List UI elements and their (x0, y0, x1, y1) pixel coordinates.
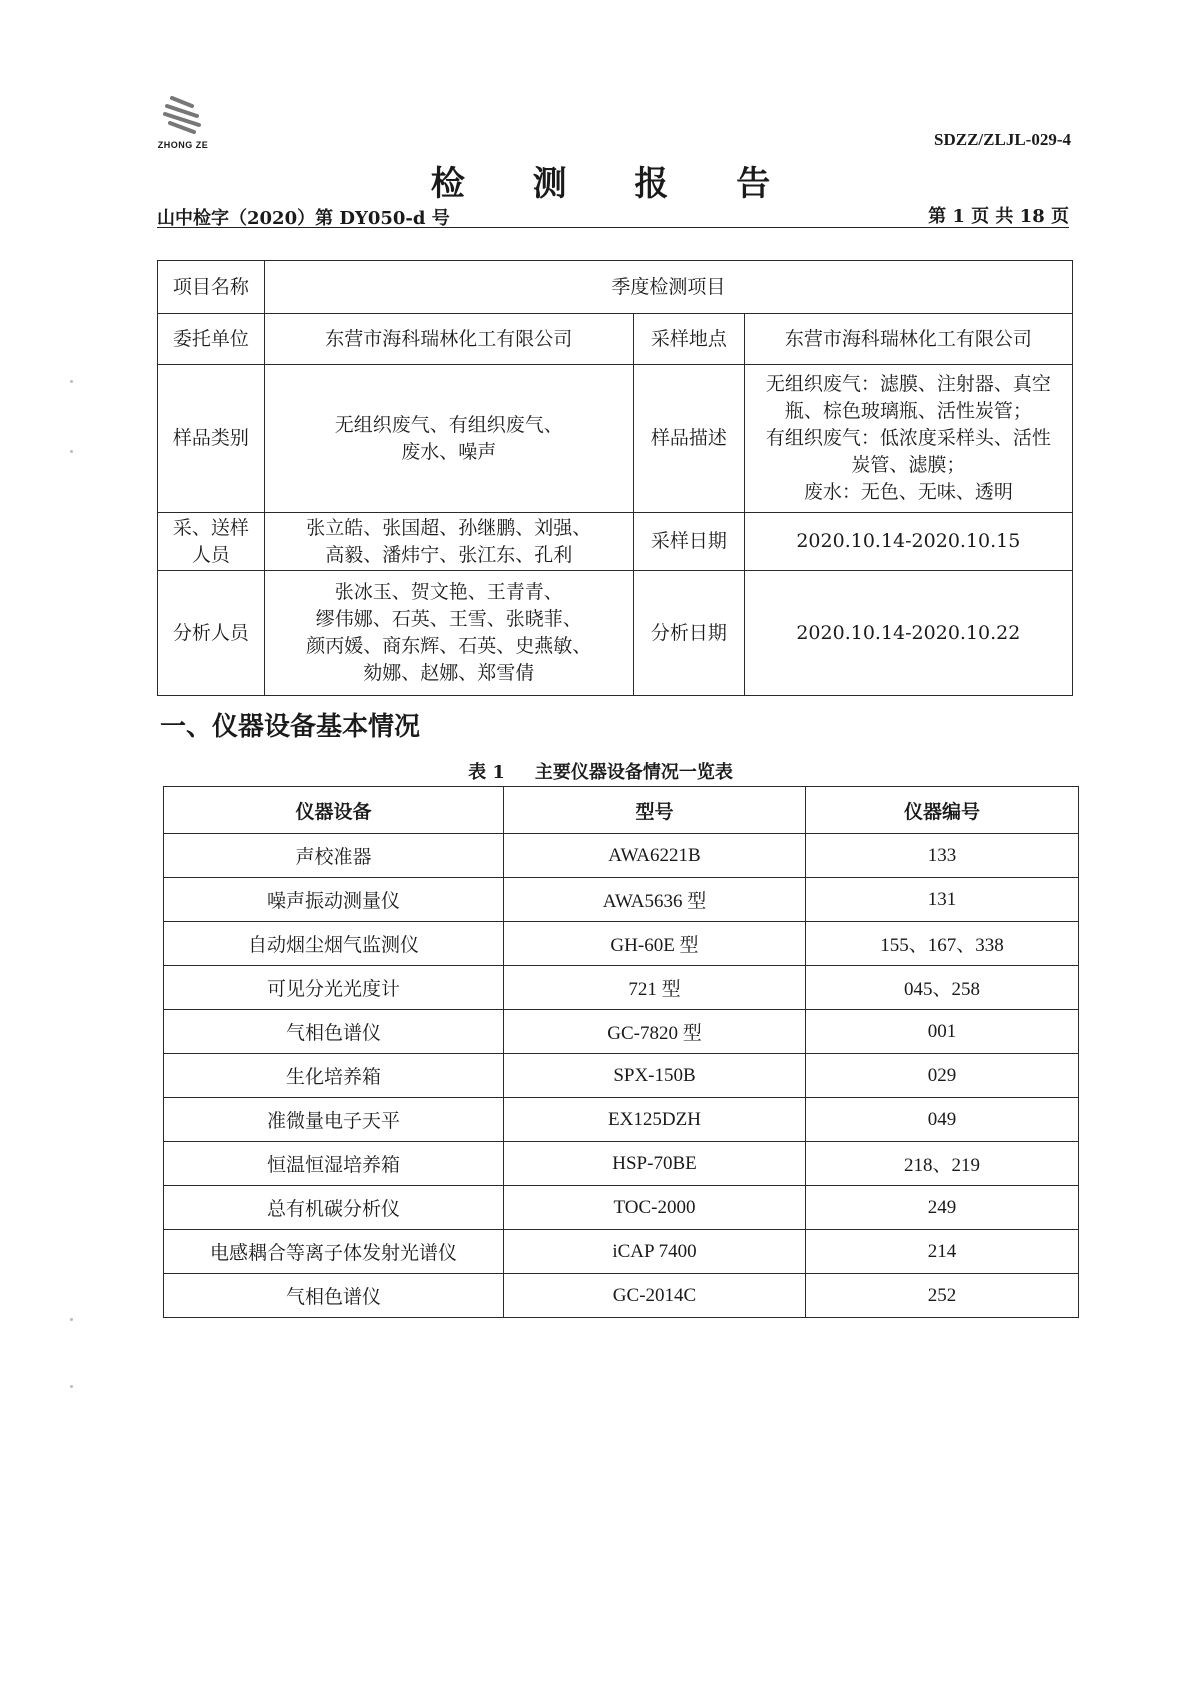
equipment-serial: 001 (806, 1010, 1079, 1054)
equipment-name: 声校准器 (164, 834, 504, 878)
sample-desc-value (744, 365, 1072, 513)
samplers-label-line: 采、送样 (172, 516, 249, 539)
table-row (164, 1274, 1079, 1318)
sample-type-line: 无组织废气、有组织废气、 (334, 413, 563, 436)
sample-desc-line: 炭管、滤膜； (851, 454, 966, 476)
analysts-line: 劾娜、赵娜、郑雪倩 (363, 662, 535, 684)
samplers-label (158, 513, 265, 571)
equipment-name: 恒温恒湿培养箱 (164, 1142, 504, 1186)
samplers-line: 高毅、潘炜宁、张江东、孔利 (325, 543, 573, 566)
table-row (164, 1098, 1079, 1142)
header-equipment: 仪器设备 (164, 787, 504, 834)
equipment-serial: 155、167、338 (806, 922, 1079, 966)
report-title: 检 测 报 告 (430, 164, 799, 204)
sampling-date-label: 采样日期 (633, 513, 744, 571)
company-logo (148, 92, 218, 154)
table-row (158, 571, 1073, 696)
document-code: SDZZ/ZLJL-029-4 (934, 130, 1071, 149)
equipment-model: iCAP 7400 (504, 1230, 806, 1274)
samplers-label-line: 人员 (191, 543, 230, 566)
equipment-model: SPX-150B (504, 1054, 806, 1098)
analysts-line: 缪伟娜、石英、王雪、张晓菲、 (315, 608, 582, 630)
equipment-serial: 029 (806, 1054, 1079, 1098)
equipment-model: 721 型 (504, 966, 806, 1010)
zhongze-logo-icon (158, 92, 208, 138)
equipment-model: GC-2014C (504, 1274, 806, 1318)
client-label: 委托单位 (158, 314, 265, 365)
project-name-label: 项目名称 (158, 261, 265, 314)
equipment-serial: 218、219 (806, 1142, 1079, 1186)
table-row (164, 834, 1079, 878)
equipment-model: GC-7820 型 (504, 1010, 806, 1054)
analysis-date-value: 2020.10.14-2020.10.22 (744, 571, 1072, 696)
analysts-label: 分析人员 (158, 571, 265, 696)
equipment-name: 噪声振动测量仪 (164, 878, 504, 922)
equipment-name: 自动烟尘烟气监测仪 (164, 922, 504, 966)
equipment-table (163, 786, 1079, 1318)
sample-desc-line: 无组织废气：滤膜、注射器、真空 (765, 373, 1051, 395)
sample-desc-line: 废水：无色、无味、透明 (803, 481, 1013, 503)
table-caption-text: 主要仪器设备情况一览表 (534, 762, 733, 783)
equipment-serial: 214 (806, 1230, 1079, 1274)
table-row (158, 513, 1073, 571)
table-row (164, 922, 1079, 966)
analysts-value (264, 571, 633, 696)
client-value: 东营市海科瑞林化工有限公司 (264, 314, 633, 365)
equipment-name: 电感耦合等离子体发射光谱仪 (164, 1230, 504, 1274)
equipment-model: EX125DZH (504, 1098, 806, 1142)
equipment-model: HSP-70BE (504, 1142, 806, 1186)
equipment-model: GH-60E 型 (504, 922, 806, 966)
report-number: 山中检字（2020）第 DY050-d 号 (157, 208, 450, 229)
equipment-name: 准微量电子天平 (164, 1098, 504, 1142)
sample-desc-label: 样品描述 (633, 365, 744, 513)
equipment-model: TOC-2000 (504, 1186, 806, 1230)
equipment-serial: 131 (806, 878, 1079, 922)
table-header-row (164, 787, 1079, 834)
project-name-value: 季度检测项目 (264, 261, 1072, 314)
section-heading: 一、仪器设备基本情况 (160, 712, 421, 742)
sampling-date-value: 2020.10.14-2020.10.15 (744, 513, 1072, 571)
table-caption-number: 表 1 (468, 762, 505, 783)
analysts-line: 颜丙媛、商东辉、石英、史燕敏、 (306, 635, 592, 657)
report-info-table (157, 260, 1073, 696)
equipment-name: 气相色谱仪 (164, 1274, 504, 1318)
sampling-site-label: 采样地点 (633, 314, 744, 365)
equipment-serial: 133 (806, 834, 1079, 878)
scan-speck (70, 450, 73, 453)
samplers-value (264, 513, 633, 571)
logo-text: ZHONG ZE (157, 140, 209, 150)
sample-desc-line: 有组织废气：低浓度采样头、活性 (765, 427, 1051, 449)
table-row (158, 261, 1073, 314)
header-serial: 仪器编号 (806, 787, 1079, 834)
equipment-name: 可见分光光度计 (164, 966, 504, 1010)
analysis-date-label: 分析日期 (633, 571, 744, 696)
equipment-model: AWA6221B (504, 834, 806, 878)
analysts-line: 张冰玉、贺文艳、王青青、 (334, 581, 563, 603)
equipment-name: 气相色谱仪 (164, 1010, 504, 1054)
sample-desc-line: 瓶、棕色玻璃瓶、活性炭管； (784, 400, 1032, 422)
table-row (164, 1230, 1079, 1274)
equipment-model: AWA5636 型 (504, 878, 806, 922)
sample-type-line: 废水、噪声 (401, 440, 497, 463)
scan-speck (70, 380, 73, 383)
table-row (164, 966, 1079, 1010)
scan-speck (70, 1318, 73, 1321)
equipment-serial: 049 (806, 1098, 1079, 1142)
table-row (158, 365, 1073, 513)
page-number: 第 1 页 共 18 页 (928, 206, 1069, 227)
sampling-site-value: 东营市海科瑞林化工有限公司 (744, 314, 1072, 365)
table-caption (0, 758, 1201, 784)
sample-type-label: 样品类别 (158, 365, 265, 513)
table-row (164, 1142, 1079, 1186)
table-row (164, 878, 1079, 922)
scan-speck (70, 1385, 73, 1388)
equipment-serial: 252 (806, 1274, 1079, 1318)
equipment-serial: 249 (806, 1186, 1079, 1230)
table-row (164, 1054, 1079, 1098)
samplers-line: 张立皓、张国超、孙继鹏、刘强、 (306, 516, 592, 539)
sample-type-value (264, 365, 633, 513)
equipment-serial: 045、258 (806, 966, 1079, 1010)
table-row (164, 1010, 1079, 1054)
table-row (158, 314, 1073, 365)
header-rule (157, 227, 1069, 228)
equipment-name: 生化培养箱 (164, 1054, 504, 1098)
equipment-name: 总有机碳分析仪 (164, 1186, 504, 1230)
table-row (164, 1186, 1079, 1230)
header-model: 型号 (504, 787, 806, 834)
